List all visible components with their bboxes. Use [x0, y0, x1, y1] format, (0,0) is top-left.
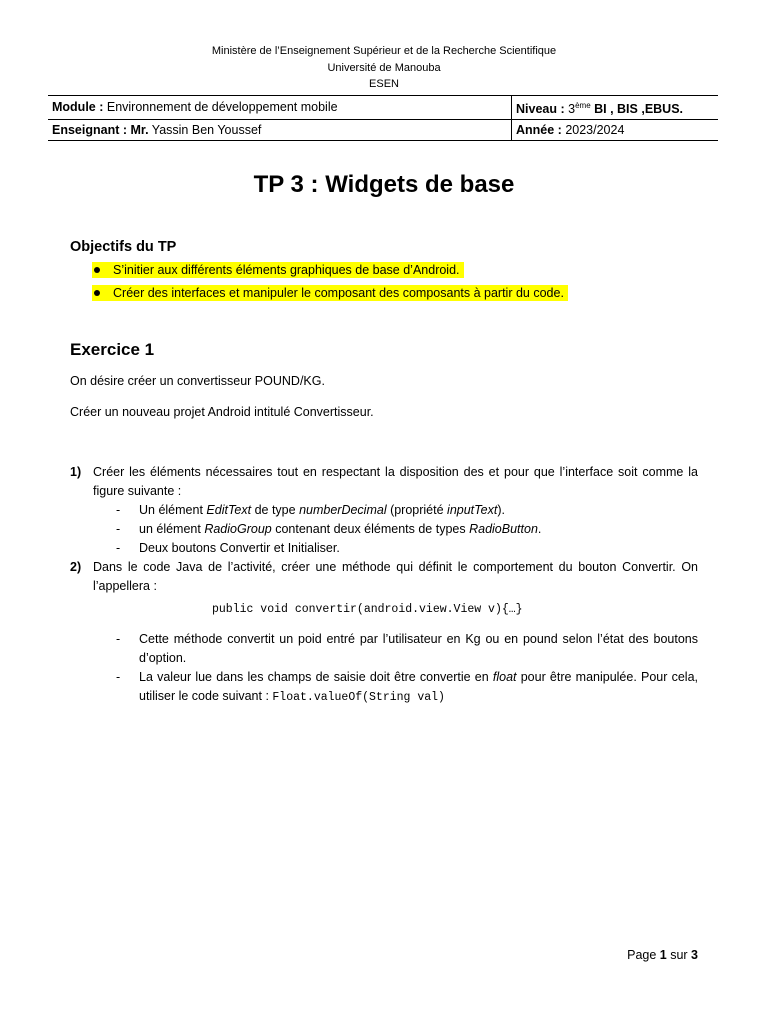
- sub-item: [116, 539, 698, 558]
- dash-marker: -: [116, 632, 121, 646]
- sub-item-text: [139, 668, 698, 707]
- sub-item-text: [139, 520, 698, 539]
- annee-value: 2023/2024: [561, 122, 625, 137]
- objective-text: S’initier aux différents éléments graphiques de base d’Android.: [113, 263, 460, 277]
- text-run: contenant deux éléments de types: [271, 522, 470, 536]
- bullet-icon: [94, 267, 100, 273]
- annee-label: Année :: [516, 122, 562, 137]
- text-run: pour être manipulée. Pour cela, utiliser le code suivant :: [139, 670, 698, 703]
- institution-header: [0, 43, 768, 93]
- niveau-programs: BI , BIS ,EBUS.: [590, 102, 684, 117]
- numbered-item-1: [70, 463, 698, 501]
- niveau-superscript: ème: [575, 101, 591, 110]
- exercise-intro: On désire créer un convertisseur POUND/KG.: [70, 374, 325, 388]
- dash-marker: -: [116, 670, 121, 684]
- item-number: 1): [70, 465, 82, 479]
- inputtext-term: inputText: [447, 503, 498, 517]
- niveau-cell: [512, 96, 719, 120]
- radiogroup-term: RadioGroup: [204, 522, 272, 536]
- school-line: ESEN: [369, 78, 399, 90]
- module-label: Module :: [52, 100, 104, 115]
- float-valueof-code: Float.valueOf(String val): [272, 691, 445, 704]
- dash-marker: -: [116, 522, 121, 536]
- annee-cell: [512, 120, 719, 141]
- ministry-line: Ministère de l’Enseignement Supérieur et de la Recherche Scientifique: [211, 45, 557, 57]
- module-cell: [48, 96, 512, 120]
- objective-item: [94, 262, 568, 279]
- page-title: TP 3 : Widgets de base: [253, 171, 515, 198]
- text-run: La valeur lue dans les champs de saisie doit être convertie en: [139, 670, 493, 684]
- text-run: (propriété: [386, 503, 448, 517]
- method-signature-code: public void convertir(android.view.View v){…}: [212, 603, 523, 616]
- sub-item: [116, 630, 698, 668]
- text-run: un élément: [139, 522, 205, 536]
- course-info-table: [48, 95, 718, 141]
- info-row-2: [48, 120, 718, 141]
- radiobutton-term: RadioButton: [469, 522, 538, 536]
- info-row-1: [48, 96, 718, 120]
- enseignant-cell: [48, 120, 512, 141]
- edittext-term: EditText: [206, 503, 252, 517]
- sub-item-text: Deux boutons Convertir et Initialiser.: [139, 541, 340, 555]
- page-footer: [627, 947, 698, 964]
- module-value: Environnement de développement mobile: [103, 100, 338, 115]
- numberdecimal-term: numberDecimal: [299, 503, 387, 517]
- dash-marker: -: [116, 503, 121, 517]
- page-word: Page: [627, 948, 660, 962]
- objective-highlight: [92, 285, 568, 301]
- objective-item: [94, 285, 568, 302]
- exercise-heading: Exercice 1: [70, 340, 155, 359]
- sub-item-text: Cette méthode convertit un poid entré par l’utilisateur en Kg ou en pound selon l’état des boutons d’option.: [139, 632, 698, 665]
- page-number: 1: [659, 948, 667, 962]
- sub-item: [116, 520, 698, 539]
- enseignant-value: Yassin Ben Youssef: [148, 122, 262, 137]
- objectives-list: [94, 262, 568, 308]
- text-run: .: [537, 522, 542, 536]
- exercise-project: Créer un nouveau projet Android intitulé Convertisseur.: [70, 405, 374, 419]
- sub-item: [116, 501, 698, 520]
- niveau-label: Niveau :: [516, 102, 565, 117]
- sub-item: [116, 668, 698, 707]
- item-text: Dans le code Java de l’activité, créer une méthode qui définit le comportement du bouton Convertir. On l’appellera :: [93, 560, 698, 593]
- sub-item-text: [139, 501, 698, 520]
- item-text: Créer les éléments nécessaires tout en respectant la disposition des et pour que l’interface soit comme la figure suivante :: [93, 465, 698, 498]
- enseignant-label: Enseignant : Mr.: [52, 122, 149, 137]
- bullet-icon: [94, 290, 100, 296]
- university-line: Université de Manouba: [327, 61, 441, 74]
- objectives-heading: Objectifs du TP: [70, 239, 177, 255]
- niveau-value: 3: [564, 102, 576, 117]
- float-term: float: [492, 670, 517, 684]
- objective-highlight: [92, 262, 464, 278]
- dash-marker: -: [116, 541, 121, 555]
- text-run: de type: [251, 503, 300, 517]
- objective-text: Créer des interfaces et manipuler le composant des composants à partir du code.: [113, 286, 564, 300]
- text-run: ).: [497, 503, 505, 517]
- text-run: Un élément: [139, 503, 207, 517]
- page-total: 3: [691, 948, 698, 962]
- item-number: 2): [70, 560, 82, 574]
- numbered-item-2: [70, 558, 698, 596]
- page-sur: sur: [666, 948, 692, 962]
